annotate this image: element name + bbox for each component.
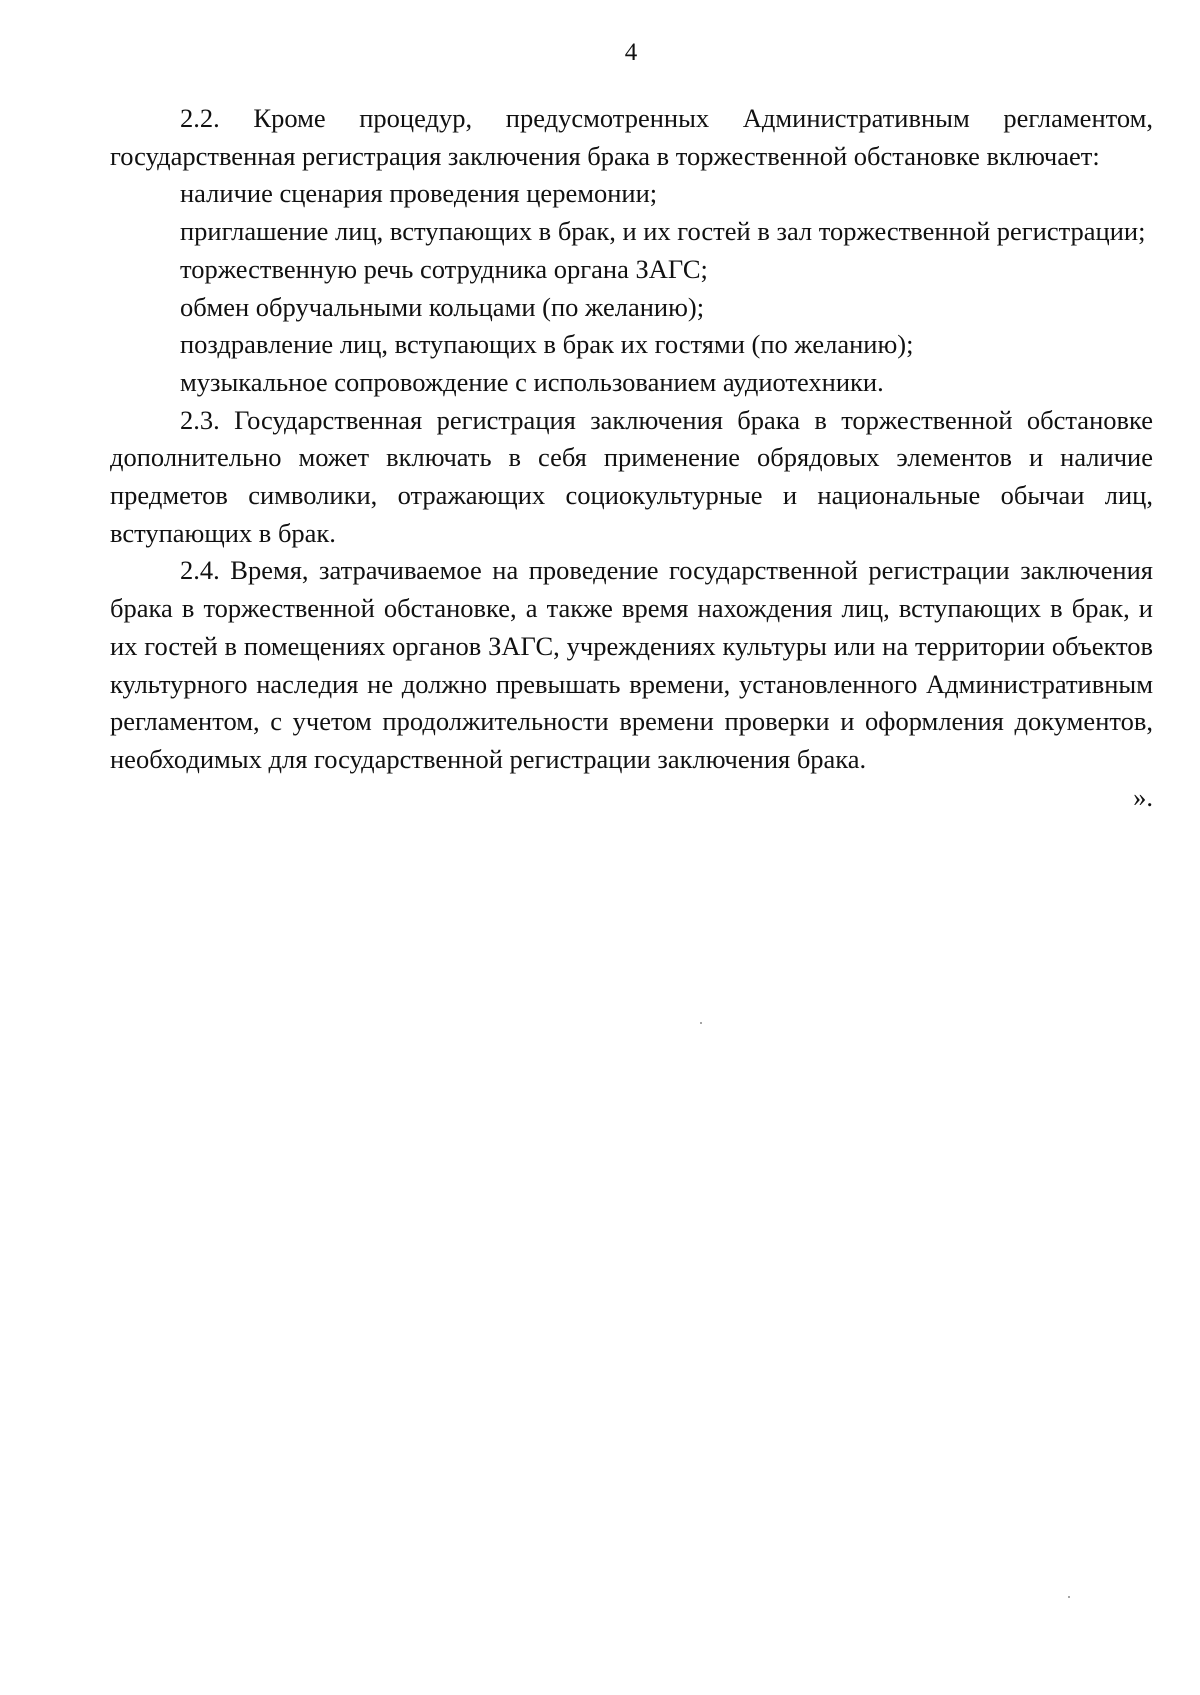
closing-quote-mark: ». (1133, 781, 1153, 812)
scan-speck (700, 1022, 702, 1024)
list-item-invitation: приглашение лиц, вступающих в брак, и их гостей в зал торжественной регистрации; (180, 216, 1146, 247)
paragraph-2-4: 2.4. Время, затрачиваемое на проведение государственной регистрации заключения брака в торжественной обстановке, а также время нахождения лиц, вступающих в брак, и их гостей в помещениях органов ЗАГС, учреждениях культуры или на территории объектов культурного наследия не должно превышать времени, установленного Административным регламентом, с учетом продолжительности времени проверки и оформления документов, необходимых для государственной регистрации заключения брака. (110, 555, 1153, 774)
list-item-rings: обмен обручальными кольцами (по желанию); (180, 291, 705, 322)
document-body (110, 100, 1153, 816)
page-number: 4 (624, 39, 638, 66)
paragraph-2-2: 2.2. Кроме процедур, предусмотренных Административным регламентом, государственная регистрация заключения брака в торжественной обстановке включает: (110, 103, 1153, 171)
paragraph-2-3: 2.3. Государственная регистрация заключения брака в торжественной обстановке дополнительно может включать в себя применение обрядовых элементов и наличие предметов символики, отражающих социокультурные и национальные обычаи лиц, вступающих в брак. (110, 404, 1153, 548)
list-item-scenario: наличие сценария проведения церемонии; (180, 178, 658, 209)
list-item-speech: торжественную речь сотрудника органа ЗАГС; (180, 253, 708, 284)
list-item-music: музыкальное сопровождение с использованием аудиотехники. (180, 366, 884, 397)
scan-speck (1068, 1596, 1070, 1598)
list-item-congratulation: поздравление лиц, вступающих в брак их гостями (по желанию); (180, 329, 914, 360)
